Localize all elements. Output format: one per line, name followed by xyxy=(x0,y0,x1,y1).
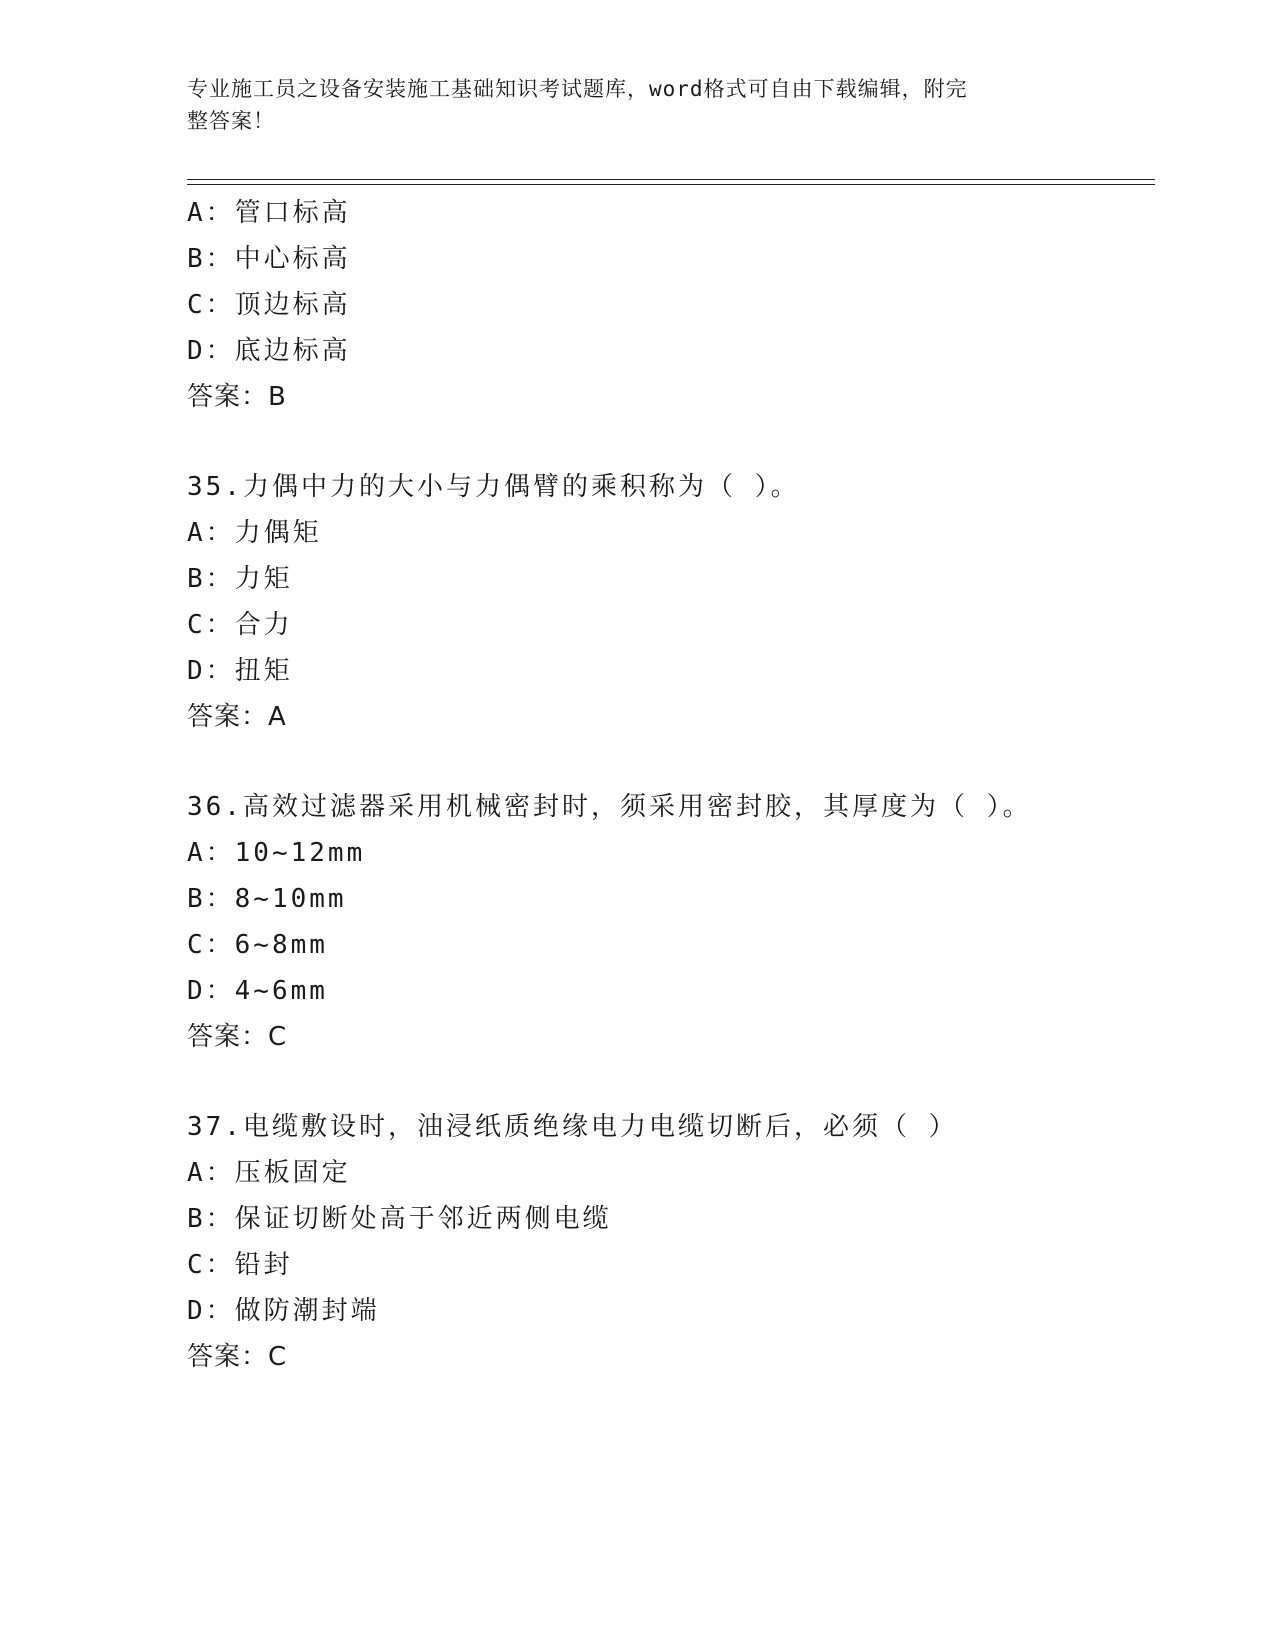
answer: 答案：A xyxy=(187,702,287,732)
option-c: C：6~8mm xyxy=(187,930,328,960)
option-b: B：8~10mm xyxy=(187,884,347,914)
header-divider-top xyxy=(187,179,1155,180)
option-b: B：中心标高 xyxy=(187,244,351,274)
option-c: C：顶边标高 xyxy=(187,290,351,320)
header-line-1: 专业施工员之设备安装施工基础知识考试题库，word格式可自由下载编辑，附完 xyxy=(187,77,968,101)
option-d: D：4~6mm xyxy=(187,976,328,1006)
option-c: C：铅封 xyxy=(187,1250,293,1280)
question-37-block xyxy=(187,1104,1147,1380)
option-d: D：底边标高 xyxy=(187,336,351,366)
option-b: B：保证切断处高于邻近两侧电缆 xyxy=(187,1204,612,1234)
option-a: A：10~12mm xyxy=(187,838,366,868)
document-header xyxy=(187,73,1067,137)
question-text: 37.电缆敷设时，油浸纸质绝缘电力电缆切断后，必须（ ） xyxy=(187,1112,958,1142)
option-b: B：力矩 xyxy=(187,564,293,594)
question-list xyxy=(187,190,1147,1380)
option-c: C：合力 xyxy=(187,610,293,640)
option-a: A：压板固定 xyxy=(187,1158,351,1188)
option-d: D：做防潮封端 xyxy=(187,1296,380,1326)
question-text: 35.力偶中力的大小与力偶臂的乘积称为（ ）。 xyxy=(187,472,800,502)
option-a: A：管口标高 xyxy=(187,198,351,228)
spacer xyxy=(187,740,1147,784)
question-text: 36.高效过滤器采用机械密封时，须采用密封胶，其厚度为（ ）。 xyxy=(187,792,1032,822)
question-36-block xyxy=(187,784,1147,1060)
answer: 答案：C xyxy=(187,1342,288,1372)
question-35-block xyxy=(187,464,1147,740)
header-line-2: 整答案！ xyxy=(187,109,275,133)
question-34-block xyxy=(187,190,1147,420)
answer: 答案：B xyxy=(187,382,287,412)
spacer xyxy=(187,420,1147,464)
option-d: D：扭矩 xyxy=(187,656,293,686)
header-divider-bottom xyxy=(187,184,1155,185)
spacer xyxy=(187,1060,1147,1104)
answer: 答案：C xyxy=(187,1022,288,1052)
option-a: A：力偶矩 xyxy=(187,518,322,548)
